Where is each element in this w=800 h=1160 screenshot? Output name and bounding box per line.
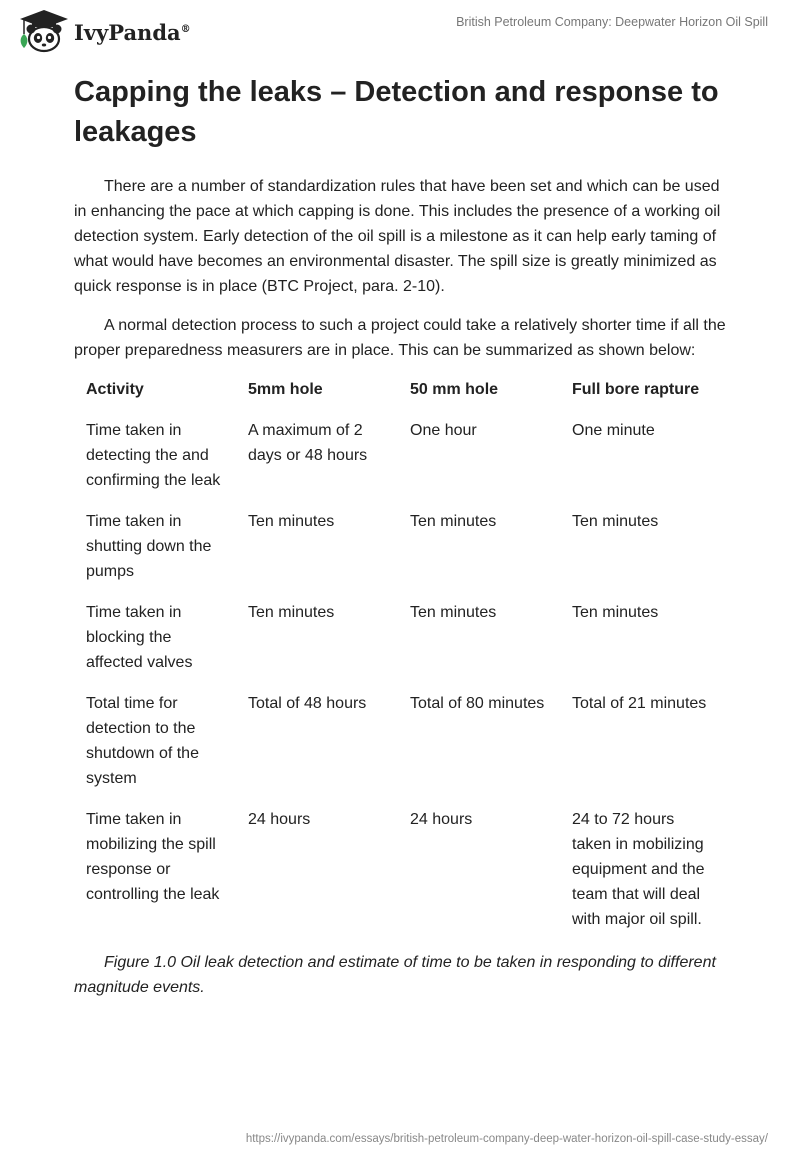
table-cell: 24 hours bbox=[410, 811, 473, 828]
table-row bbox=[74, 509, 724, 600]
table-row bbox=[74, 807, 724, 948]
table-cell: One minute bbox=[572, 422, 655, 439]
table-cell: Total time for detection to the shutdown of the system bbox=[86, 695, 199, 787]
column-header: 5mm hole bbox=[248, 381, 323, 398]
table-cell: Ten minutes bbox=[572, 604, 659, 621]
table-cell: Ten minutes bbox=[248, 513, 335, 530]
table-cell: Ten minutes bbox=[572, 513, 659, 530]
table-cell: Time taken in blocking the affected valves bbox=[86, 604, 193, 671]
detection-time-table bbox=[74, 377, 724, 948]
paragraph-1: There are a number of standardization rules that have been set and which can be used in enhancing the pace at which capping is done. This includes the presence of a working oil detection system. Early detection of the oil spill is a milestone as it can help early taming of what would have becomes an environmental disaster. The spill size is greatly minimized as quick response is in place (BTC Project, para. 2-10). bbox=[74, 178, 721, 295]
paragraph-2: A normal detection process to such a project could take a relatively shorter time if all the proper preparedness measurers are in place. This can be summarized as shown below: bbox=[74, 317, 726, 359]
table-header-row bbox=[74, 377, 724, 418]
table-cell: Ten minutes bbox=[410, 604, 497, 621]
table-cell: Total of 80 minutes bbox=[410, 695, 545, 712]
column-header: 50 mm hole bbox=[410, 381, 499, 398]
column-header: Activity bbox=[86, 381, 144, 398]
document-title: British Petroleum Company: Deepwater Horizon Oil Spill bbox=[456, 15, 768, 29]
brand-logo[interactable] bbox=[16, 8, 191, 54]
table-cell: One hour bbox=[410, 422, 477, 439]
table-row bbox=[74, 600, 724, 691]
table-cell: Total of 48 hours bbox=[248, 695, 367, 712]
article-body bbox=[74, 72, 734, 1014]
column-header: Full bore rapture bbox=[572, 381, 700, 398]
table-cell: 24 hours bbox=[248, 811, 311, 828]
figure-caption: Figure 1.0 Oil leak detection and estimate of time to be taken in responding to different magnitude events. bbox=[74, 954, 716, 996]
table-cell: Time taken in shutting down the pumps bbox=[86, 513, 212, 580]
section-heading: Capping the leaks – Detection and response to leakages bbox=[74, 76, 719, 148]
brand-name: IvyPanda® bbox=[74, 19, 191, 45]
table-row bbox=[74, 691, 724, 807]
page-header bbox=[0, 0, 800, 60]
table-cell: 24 to 72 hours taken in mobilizing equipment and the team that will deal with major oil spill. bbox=[572, 811, 705, 928]
table-cell: A maximum of 2 days or 48 hours bbox=[248, 422, 368, 464]
table-row bbox=[74, 418, 724, 509]
table-cell: Ten minutes bbox=[410, 513, 497, 530]
table-cell: Time taken in detecting the and confirming the leak bbox=[86, 422, 221, 489]
panda-graduate-logo-icon bbox=[16, 8, 72, 54]
table-cell: Total of 21 minutes bbox=[572, 695, 707, 712]
table-cell: Ten minutes bbox=[248, 604, 335, 621]
source-url[interactable]: https://ivypanda.com/essays/british-petroleum-company-deep-water-horizon-oil-spill-case-study-essay/ bbox=[245, 1133, 768, 1145]
table-cell: Time taken in mobilizing the spill response or controlling the leak bbox=[86, 811, 220, 903]
